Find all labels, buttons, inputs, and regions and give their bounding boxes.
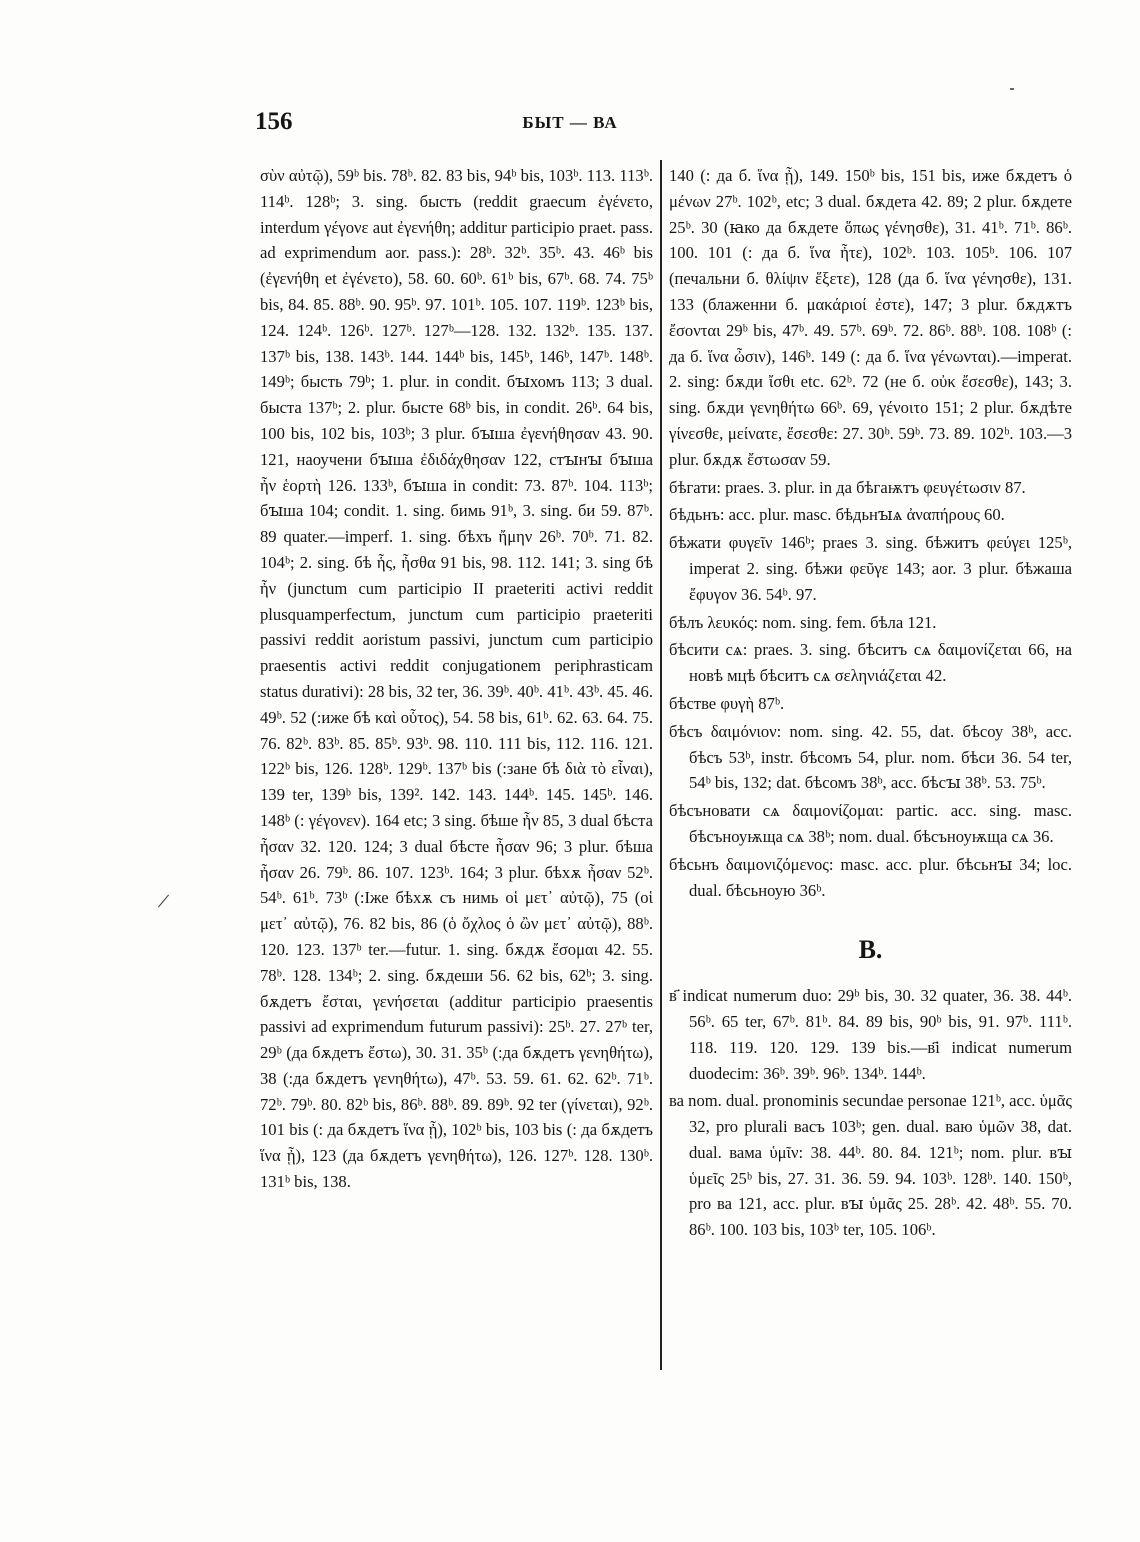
page-number: 156 xyxy=(255,108,293,135)
dictionary-entry: бѣстве φυγὴ 87ᵇ. xyxy=(669,693,785,713)
left-column-text: σὺν αὐτῷ), 59ᵇ bis. 78ᵇ. 82. 83 bis, 94ᵇ bis, 103ᵇ. 113. 113ᵇ. 114ᵇ. 128ᵇ; 3. sing. бысть (reddit graecum ἐγένετο, interdum γέγονε aut ἐγενήθη; additur participio praet. pass. ad exprimendum aor. pass.): 28ᵇ. 32ᵇ. 35ᵇ. 43. 46ᵇ bis (ἐγενήθη et ἐγένετο), 58. 60. 60ᵇ. 61ᵇ bis, 67ᵇ. 68. 74. 75ᵇ bis, 84. 85. 88ᵇ. 90. 95ᵇ. 97. 101ᵇ. 105. 107. 119ᵇ. 123ᵇ bis, 124. 124ᵇ. 126ᵇ. 127ᵇ. 127ᵇ—128. 132. 132ᵇ. 135. 137. 137ᵇ bis, 138. 143ᵇ. 144. 144ᵇ bis, 145ᵇ, 146ᵇ, 147ᵇ. 148ᵇ. 149ᵇ; бысть 79ᵇ; 1. plur. in condit. бꙑхомъ 113; 3 dual. быста 137ᵇ; 2. plur. бысте 68ᵇ bis, in condit. 26ᵇ. 64 bis, 100 bis, 102 bis, 103ᵇ; 3 plur. бꙑша ἐγενήθησαν 43. 90. 121, наоучени бꙑша ἐδιδάχθησαν 122, стꙑнꙑ бꙑша ἦν ἑορτὴ 126. 133ᵇ, бꙑша in condit: 73. 87ᵇ. 104. 113ᵇ; бꙑша 104; condit. 1. sing. бимь 91ᵇ, 3. sing. би 59. 87ᵇ. 89 quater.—imperf. 1. sing. бѣхъ ἤμην 26ᵇ. 70ᵇ. 71. 82. 104ᵇ; 2. sing. бѣ ἧς, ἦσθα 91 bis, 98. 112. 141; 3. sing бѣ ἦν (junctum cum participio II praeteriti activi reddit plusquamperfectum, junctum cum participio praeteriti passivi reddit aoristum passivi, junctum cum participio praesentis activi reddit conjugationem periphrasticam status durativi): 28 bis, 32 ter, 36. 39ᵇ. 40ᵇ. 41ᵇ. 43ᵇ. 45. 46. 49ᵇ. 52 (:иже бѣ καὶ οὗτος), 54. 58 bis, 61ᵇ. 62. 63. 64. 75. 76. 82ᵇ. 83ᵇ. 85. 85ᵇ. 93ᵇ. 98. 110. 111 bis, 112. 116. 121. 122ᵇ bis, 126. 128ᵇ. 129ᵇ. 137ᵇ bis (:зане бѣ διὰ τὸ εἶναι), 139 ter, 139ᵇ bis, 139². 142. 143. 144ᵇ. 145. 145ᵇ. 146. 148ᵇ (: γέγονεν). 164 etc; 3 sing. бѣше ἦν 85, 3 dual бѣста ἦσαν 32. 120. 124; 3 dual бѣсте ἦσαν 96; 3 plur. бѣша ἦσαν 26. 79ᵇ. 86. 107. 123ᵇ. 164; 3 plur. бѣхѫ ἦσαν 52ᵇ. 54ᵇ. 61ᵇ. 73ᵇ (:Іже бѣхѫ съ нимь οἱ μετ᾽ αὐτῷ), 75 (οἱ μετ᾽ αὐτῷ), 76. 82 bis, 86 (ὁ ὄχλος ὁ ὢν μετ᾽ αὐτῷ), 88ᵇ. 120. 123. 137ᵇ ter.—futur. 1. sing. бѫдѫ ἔσομαι 42. 55. 78ᵇ. 128. 134ᵇ; 2. sing. бѫдеши 56. 62 bis, 62ᵇ; 3. sing. бѫдетъ ἔσται, γενήσεται (additur participio praesentis passivi ad exprimendum futurum passivi): 25ᵇ. 27. 27ᵇ ter, 29ᵇ (да бѫдетъ ἔστω), 30. 31. 35ᵇ (:да бѫдетъ γενηθήτω), 38 (:да бѫдетъ γενηθήτω), 47ᵇ. 53. 59. 61. 62. 62ᵇ. 71ᵇ. 72ᵇ. 79ᵇ. 80. 82ᵇ bis, 86ᵇ. 88ᵇ. 89. 89ᵇ. 92 ter (γίνεται), 92ᵇ. 101 bis (: да бѫдетъ ἵνα ᾖ), 102ᵇ bis, 103 bis (: да бѫдетъ ἵνα ᾖ), 123 (да бѫдетъ γενηθήτω), 126. 127ᵇ. 128. 130ᵇ. 131ᵇ bis, 138. xyxy=(260,166,653,1192)
entry-continuation: 140 (: да б. ἵνα ᾖ), 149. 150ᵇ bis, 151 bis, иже бѫдетъ ὁ μένων 27ᵇ. 102ᵇ, etc; 3 dual. бѫдета 42. 89; 2 plur. бѫдете 25ᵇ. 30 (ꙗко да бѫдете ὅπως γένησθε), 31. 41ᵇ. 71ᵇ. 86ᵇ. 100. 101 (: да б. ἵνα ἦτε), 102ᵇ. 103. 105ᵇ. 106. 107 (печальни б. θλίψιν ἕξετε), 128 (да б. ἵνα γένησθε), 131. 133 (блаженни б. μακάριοί ἐστε), 147; 3 plur. бѫдѫтъ ἔσονται 29ᵇ bis, 47ᵇ. 49. 57ᵇ. 69ᵇ. 72. 86ᵇ. 88ᵇ. 108. 108ᵇ (: да б. ἵνα ὦσιν), 146ᵇ. 149 (: да б. ἵνα γένωνται).—imperat. 2. sing: бѫди ἴσθι etc. 62ᵇ. 72 (не б. οὐκ ἔσεσθε), 143; 3. sing. бѫди γενηθήτω 66ᵇ. 69, γένοιτο 151; 2 plur. бѫдѣте γίνεσθε, μείνατε, ἔσεσθε: 27. 30ᵇ. 59ᵇ. 73. 89. 102ᵇ. 103.—3 plur. бѫдѫ ἔστωσαν 59. xyxy=(669,166,1072,469)
dictionary-entry: бѣдьнъ: acc. plur. masc. бѣдьнꙑѧ ἀναπήρους 60. xyxy=(669,505,1005,525)
dictionary-entry: бѣсъ δαιμόνιον: nom. sing. 42. 55, dat. бѣсоу 38ᵇ, acc. бѣсъ 53ᵇ, instr. бѣсомъ 54, plur. nom. бѣси 36. 54 ter, 54ᵇ bis, 132; dat. бѣсомъ 38ᵇ, acc. бѣсꙑ 38ᵇ. 53. 75ᵇ. xyxy=(669,721,1072,793)
dictionary-entry: бѣсьнъ δαιμονιζόμενος: masc. acc. plur. бѣсьнꙑ 34; loc. dual. бѣсьноую 36ᵇ. xyxy=(669,854,1072,900)
dictionary-entry: бѣжати φυγεῖν 146ᵇ; praes 3. sing. бѣжитъ φεύγει 125ᵇ, imperat 2. sing. бѣжи φεῦγε 143; aor. 3 plur. бѣжаша ἔφυγον 36. 54ᵇ. 97. xyxy=(669,533,1072,604)
dictionary-entry: бѣсити сѧ: praes. 3. sing. бѣситъ сѧ δαιμονίζεται 66, на новѣ мцѣ бѣситъ сѧ σεληνιάζεται 42. xyxy=(669,640,1072,686)
dictionary-entry: в҃ indicat numerum duo: 29ᵇ bis, 30. 32 quater, 36. 38. 44ᵇ. 56ᵇ. 65 ter, 67ᵇ. 81ᵇ. 84. 89 bis, 90ᵇ bis, 91. 97ᵇ. 111ᵇ. 118. 119. 120. 129. 139 bis.—в҃і indicat numerum duodecim: 36ᵇ. 39ᵇ. 96ᵇ. 134ᵇ. 144ᵇ. xyxy=(669,986,1072,1083)
dictionary-entry: ва nom. dual. pronominis secundae personae 121ᵇ, acc. ὑμᾶς 32, pro plurali васъ 103ᵇ; gen. dual. ваю ὑμῶν 38, dat. dual. вама ὑμῖν: 38. 44ᵇ. 80. 84. 121ᵇ; nom. plur. вꙑ ὑμεῖς 25ᵇ bis, 27. 31. 36. 59. 94. 103ᵇ. 128ᵇ. 140. 150ᵇ, pro ва 121, acc. plur. вꙑ ὑμᾶς 25. 28ᵇ. 42. 48ᵇ. 55. 70. 86ᵇ. 100. 103 bis, 103ᵇ ter, 105. 106ᵇ. xyxy=(669,1091,1072,1240)
dictionary-entry: бѣгати: praes. 3. plur. in да бѣгаѭтъ φευγέτωσιν 87. xyxy=(669,477,1026,497)
dictionary-entry: бѣлъ λευκός: nom. sing. fem. бѣла 121. xyxy=(669,612,937,632)
column-divider xyxy=(660,160,662,1370)
running-title: БЫТ — ВА xyxy=(522,113,618,132)
stray-pen-mark xyxy=(158,895,169,908)
right-column xyxy=(669,163,1072,1245)
section-letter-heading: В. xyxy=(858,935,883,965)
dictionary-entry: бѣсъновати сѧ δαιμονίζομαι: partic. acc. sing. masc. бѣсъноуѭща сѧ 38ᵇ; nom. dual. бѣсъноуѭща сѧ 36. xyxy=(669,801,1072,846)
left-column xyxy=(260,163,653,1195)
stray-dash-mark xyxy=(1010,88,1014,90)
